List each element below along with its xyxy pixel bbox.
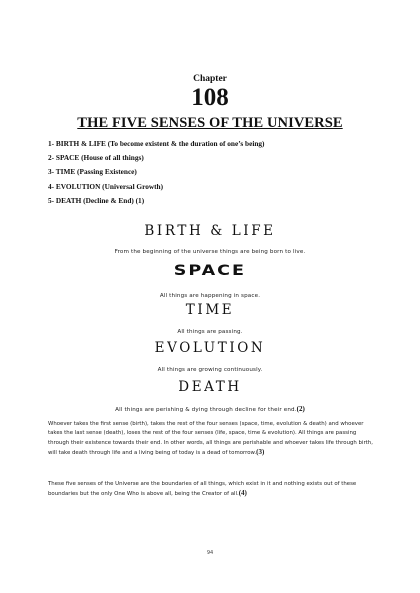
footnote-marker: (4) [238, 489, 247, 498]
section-heading: SPACE [173, 263, 247, 279]
section-text: All things are growing continuously. [157, 367, 263, 373]
section-text: All things are happening in space. [159, 293, 261, 299]
section-heading: DEATH [178, 379, 242, 395]
paragraph-text: Whoever takes the first sense (birth), takes the rest of the four senses (space, time, evolution & death) and whoever takes the last sense (death), loses the rest of the four senses (life, space, time & evolution). All things are passing through their existence towards their end. In other words, all things are perishable and whoever takes life through birth, will take death through life and a living being of today is a dead of tomorrow. [48, 421, 373, 457]
list-item: 2- SPACE (House of all things) [48, 153, 144, 163]
section-text-birth-life [0, 240, 420, 258]
section-heading: EVOLUTION [154, 340, 266, 356]
footnote-marker: (2) [296, 405, 305, 413]
senses-list [48, 137, 264, 208]
section-text: From the beginning of the universe things are being born to live. [114, 249, 306, 255]
section-heading-evolution [0, 339, 420, 357]
list-item: 3- TIME (Passing Existence) [48, 167, 137, 177]
paragraph-text: These five senses of the Universe are the boundaries of all things, which exist in it and nothing exists out of these boundaries but the only One Who is above all, being the Creator of all. [48, 481, 357, 498]
list-item: 4- EVOLUTION (Universal Growth) [48, 181, 164, 191]
section-text: All things are passing. [177, 329, 243, 335]
page-number: 94 [206, 550, 214, 556]
section-heading: BIRTH & LIFE [144, 223, 276, 239]
footnote-marker: (3) [256, 448, 265, 457]
section-heading-time [0, 301, 420, 319]
section-heading-birth-life [0, 222, 420, 240]
chapter-number: 108 [191, 84, 229, 111]
section-text: All things are perishing & dying through decline for their end. [115, 407, 297, 413]
list-item: 1- BIRTH & LIFE (To become existent & the duration of one’s being) [48, 139, 265, 148]
section-heading-death [0, 378, 420, 396]
body-paragraph [48, 420, 378, 459]
section-text-space [0, 284, 420, 302]
chapter-title: THE FIVE SENSES OF THE UNIVERSE [77, 115, 343, 131]
section-heading: TIME [185, 302, 235, 318]
section-text-death [0, 398, 420, 416]
section-text-time [0, 320, 420, 338]
section-text-evolution [0, 358, 420, 376]
section-heading-space [0, 262, 420, 280]
chapter-label: Chapter [193, 74, 227, 84]
list-item: 5- DEATH (Decline & End) (1) [48, 195, 145, 205]
body-paragraph [48, 480, 378, 500]
